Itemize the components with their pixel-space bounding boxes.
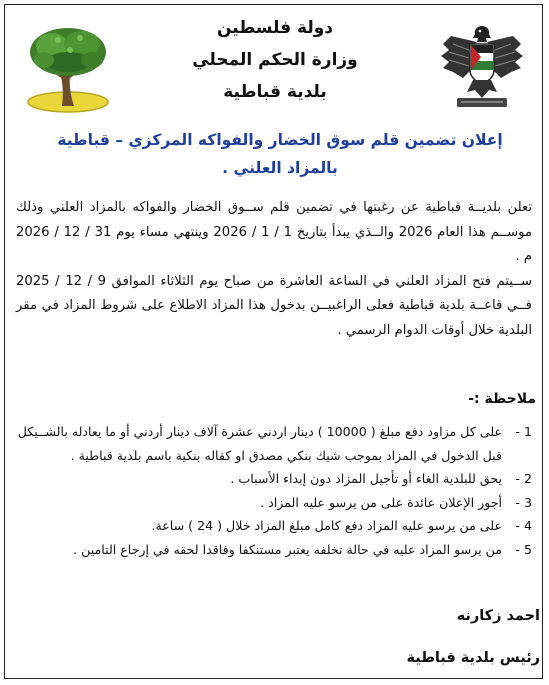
note-number: 3 -: [515, 494, 532, 510]
announcement-title-line2: بالمزاد العلني .: [222, 159, 338, 177]
notes-heading: ملاحظة :-: [468, 391, 536, 407]
header-ministry: وزارة الحكم المحلي: [192, 50, 358, 70]
note-number: 1 -: [515, 424, 532, 439]
note-number: 4 -: [515, 518, 532, 533]
note-item: [16, 538, 532, 562]
signer-position: رئيس بلدية قباطية: [406, 650, 540, 666]
note-text: أجور الإعلان عائدة على من يرسو عليه المزاد .: [260, 494, 502, 510]
announcement-body: [16, 196, 532, 343]
note-text: على كل مزاود دفع مبلغ ( 10000 ) دينار اردني عشرة آلاف دينار أردني أو ما يعادله بالشــيكل قبل الدخول في المزاد بموجب شيك بنكي مصدق او كفاله بنكية باسم بلدية قباطية .: [17, 424, 502, 463]
body-paragraph-1: تعلن بلديــة قباطية عن رغبتها في تضمين قلم ســوق الخضار والفواكه بالمزاد العلني وذلك موســم هذا العام 2026 والــذي يبدأ بتاريخ 1 / 1 / 2026 وينتهي مساء يوم 31 / 12 / 2026 م .: [16, 200, 533, 264]
note-item: [16, 467, 532, 491]
header-municipality: بلدية قباطية: [223, 82, 327, 102]
notes-list: [16, 420, 532, 561]
note-number: 5 -: [515, 541, 532, 557]
municipality-tree-logo-icon: [24, 22, 112, 114]
signer-name: احمد زكارنه: [456, 608, 540, 624]
note-item: [16, 514, 532, 538]
header-state: دولة فلسطين: [216, 18, 334, 38]
note-text: من يرسو المزاد عليه في حالة تخلفه يعتبر مستنكفا وفاقدا لحقه في إرجاع التامين .: [73, 541, 502, 557]
note-item: [16, 420, 532, 467]
note-number: 2 -: [515, 471, 532, 486]
announcement-title: [40, 126, 520, 182]
palestine-emblem-icon: [437, 20, 527, 112]
note-item: [16, 491, 532, 515]
note-text: على من يرسو عليه المزاد دفع كامل مبلغ المزاد خلال ( 24 ) ساعة.: [151, 518, 502, 533]
body-paragraph-2: ســيتم فتح المزاد العلني في الساعة العاشرة من صباح يوم الثلاثاء الموافق 9 / 12 / 2025 فــي قاعــة بلدية قباطية فعلى الراغبيــن بدخول هذا المزاد الاطلاع على شروط المزاد في مقر البلدية خلال أوقات الدوام الرسمي .: [16, 273, 533, 338]
header: [0, 0, 549, 120]
announcement-title-line1: إعلان تضمين قلم سوق الخضار والفواكه المركزي – قباطية: [57, 131, 503, 149]
note-text: يحق للبلدية الغاء أو تأجيل المزاد دون إبداء الأسباب .: [230, 471, 502, 486]
